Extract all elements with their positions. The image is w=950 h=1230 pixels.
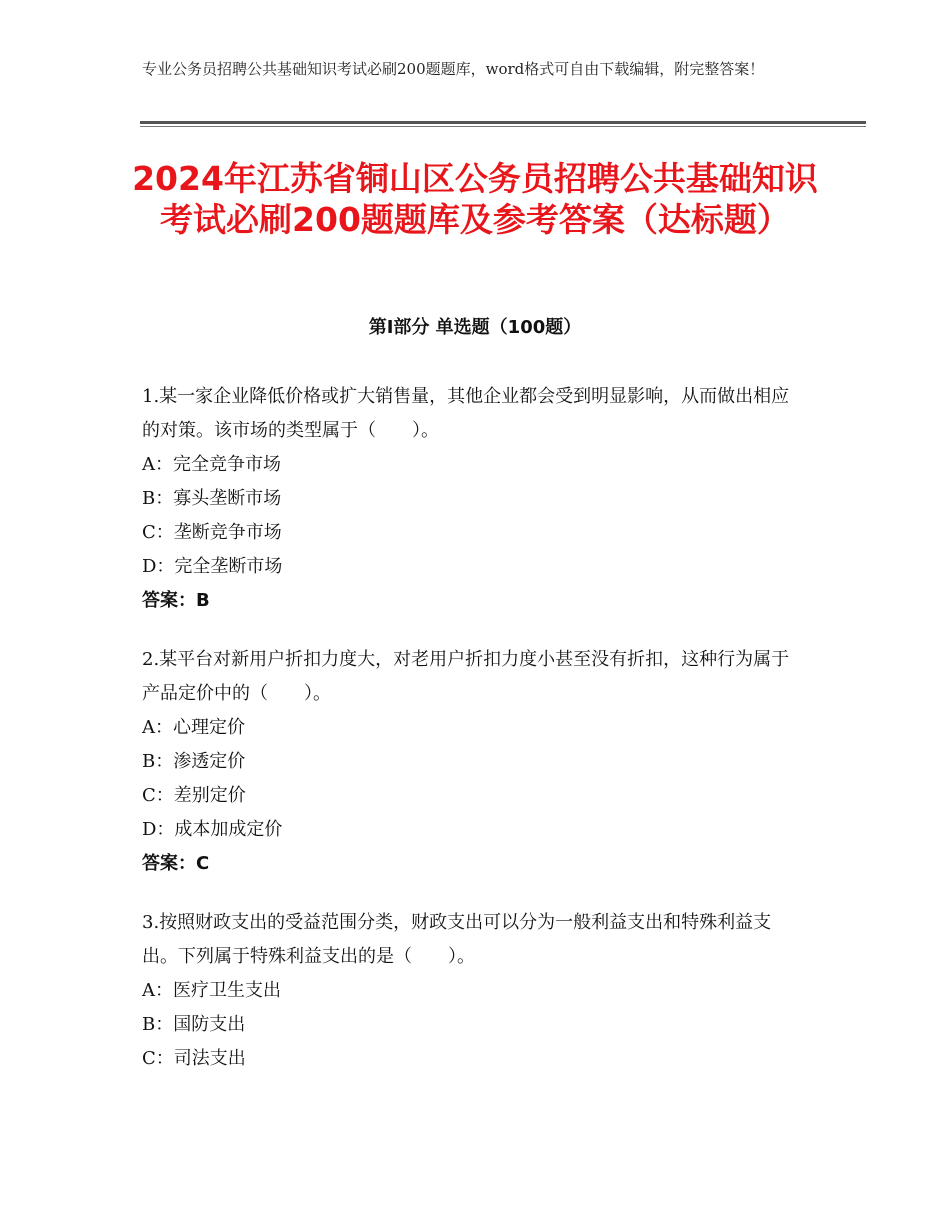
option-d: D：完全垄断市场	[142, 556, 283, 577]
option-c: C：差别定价	[142, 785, 246, 806]
option-b: B：寡头垄断市场	[142, 488, 282, 509]
option-d: D：成本加成定价	[142, 819, 283, 840]
header-rule-thin	[140, 126, 866, 127]
header-note: 专业公务员招聘公共基础知识考试必刷200题题库，word格式可自由下载编辑，附完整答案！	[142, 60, 765, 78]
option-a: A：医疗卫生支出	[142, 980, 281, 1001]
section-heading: 第Ⅰ部分 单选题（100题）	[368, 317, 582, 338]
option-a: A：心理定价	[142, 717, 245, 738]
option-b: B：渗透定价	[142, 751, 246, 772]
answer: 答案：C	[142, 853, 210, 874]
option-c: C：垄断竞争市场	[142, 522, 282, 543]
question-3	[142, 906, 802, 1076]
answer: 答案：B	[142, 590, 210, 611]
question-stem: 2.某平台对新用户折扣力度大，对老用户折扣力度小甚至没有折扣，这种行为属于产品定价中的（ ）。	[142, 649, 790, 704]
question-stem: 3.按照财政支出的受益范围分类，财政支出可以分为一般利益支出和特殊利益支出。下列属于特殊利益支出的是（ ）。	[142, 912, 772, 967]
option-c: C：司法支出	[142, 1048, 246, 1069]
header-rule-thick	[140, 121, 866, 124]
document-title: 2024年江苏省铜山区公务员招聘公共基础知识考试必刷200题题库及参考答案（达标题）	[132, 159, 818, 239]
question-2	[142, 643, 802, 881]
option-a: A：完全竞争市场	[142, 454, 281, 475]
question-stem: 1.某一家企业降低价格或扩大销售量，其他企业都会受到明显影响，从而做出相应的对策。该市场的类型属于（ ）。	[142, 386, 790, 441]
question-list	[142, 380, 802, 1101]
option-b: B：国防支出	[142, 1014, 246, 1035]
question-1	[142, 380, 802, 618]
